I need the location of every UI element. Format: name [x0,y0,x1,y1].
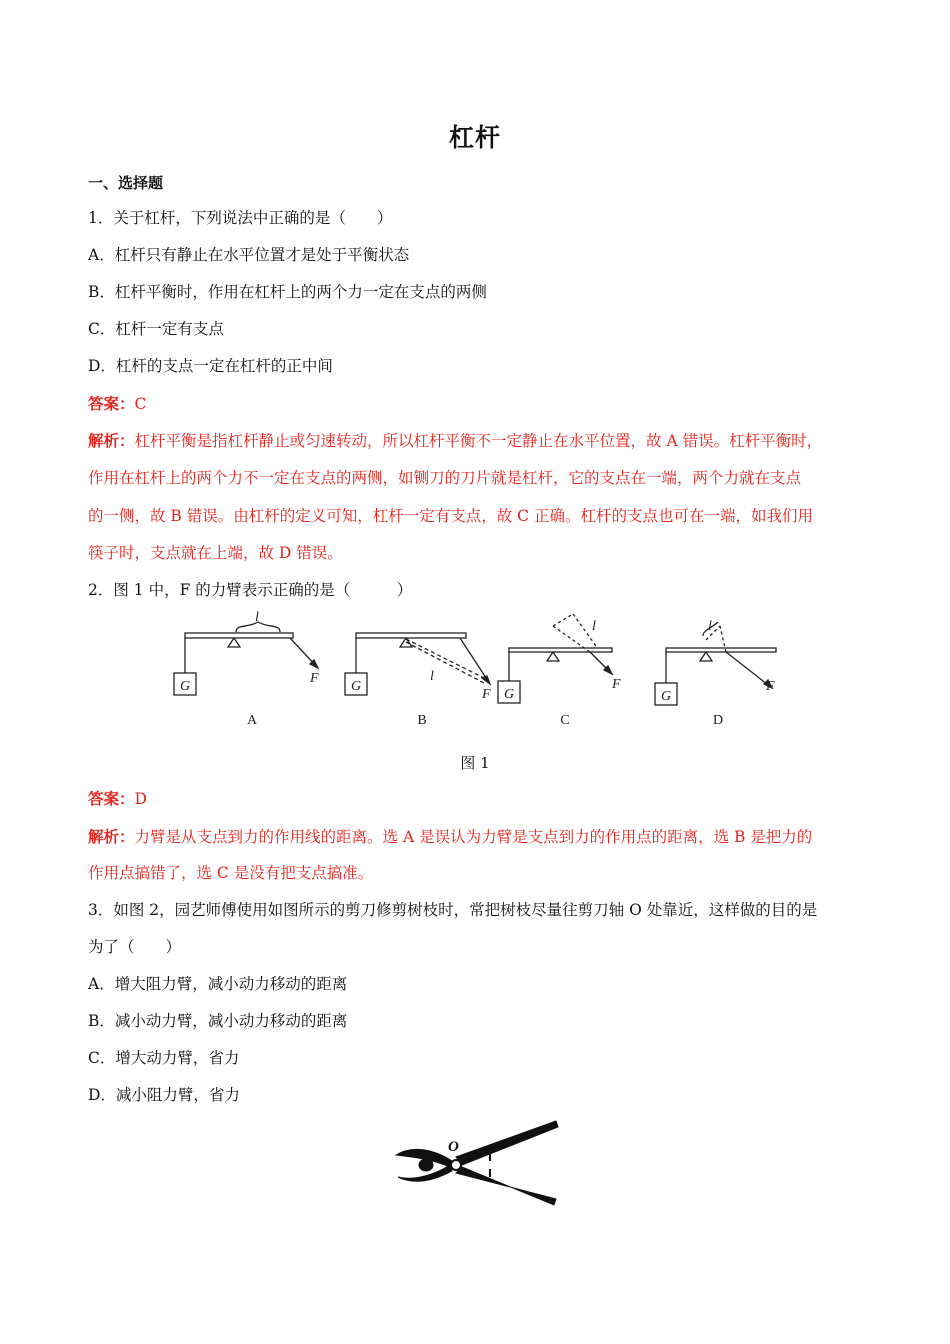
pivot-o-label: O [448,1139,459,1155]
q2-answer-value: D [134,790,147,808]
q3-stem-line-2: 为了（ ） [88,938,182,956]
panel-d-l-label: l [708,619,712,634]
panel-a-g-label: G [179,679,191,694]
upper-handle [456,1121,558,1165]
panel-a-f-label: F [310,671,319,686]
q3-option-d: D．减小阻力臂，省力 [88,1086,240,1104]
panel-c-l-label: l [592,619,596,634]
q1-analysis-text-1: 杠杆平衡是指杠杆静止或匀速转动，所以杠杆平衡不一定静止在水平位置，故 A 错误。杠杆平衡时， [134,432,823,450]
q1-option-a: A．杠杆只有静止在水平位置才是处于平衡状态 [88,246,410,264]
q1-answer-label: 答案： [88,394,135,413]
panel-b-f-label: F [482,687,491,702]
q2-answer [88,788,868,810]
q1-option-c: C．杠杆一定有支点 [88,320,224,338]
q3-option-a: A．增大阻力臂，减小动力移动的距离 [88,975,348,993]
panel-d-caption: D [712,713,724,728]
branch-cross-section [419,1159,433,1171]
q1-analysis-label: 解析： [88,431,135,450]
q1-analysis-line-3: 的一侧，故 B 错误。由杠杆的定义可知，杠杆一定有支点，故 C 正确。杠杆的支点也可在一端，如我们用 [88,507,813,525]
q1-stem: 1．关于杠杆，下列说法中正确的是（ ） [88,209,393,227]
panel-b-caption: B [417,713,427,728]
lower-handle [456,1167,556,1205]
q3-option-b: B．减小动力臂，减小动力移动的距离 [88,1012,348,1030]
q3-option-c: C．增大动力臂，省力 [88,1049,240,1067]
q2-answer-label: 答案： [88,789,135,808]
q1-analysis-line-1 [88,430,868,452]
panel-a [174,622,318,695]
panel-c-f-label: F [612,677,621,692]
panel-c-g-label: G [503,687,515,702]
figure-1-caption: 图 1 [460,754,490,772]
panel-b-g-label: G [350,679,362,694]
panel-c-caption: C [560,713,570,728]
panel-d-g-label: G [660,689,672,704]
q1-option-b: B．杠杆平衡时，作用在杠杆上的两个力一定在支点的两侧 [88,283,487,301]
q1-answer [88,393,868,415]
q2-analysis-line-1 [88,826,868,848]
q1-option-d: D．杠杆的支点一定在杠杆的正中间 [88,357,333,375]
panel-d-f-label: F [766,679,775,694]
q1-answer-value: C [134,395,147,413]
q2-analysis-text-1: 力臂是从支点到力的作用线的距离。选 A 是误认为力臂是支点到力的作用点的距离，选 B 是把力的 [134,828,813,846]
pivot-axis-o [451,1160,461,1170]
panel-b-l-label: l [430,669,434,684]
panel-d [655,622,776,705]
lever-figure-1 [160,606,800,736]
pruning-shears-figure [390,1115,565,1215]
q2-analysis-line-2: 作用点搞错了，选 C 是没有把支点搞准。 [88,864,374,882]
panel-a-caption: A [246,713,258,728]
page-title: 杠杆 [448,123,501,152]
panel-b [345,633,490,695]
q3-stem-line-1: 3．如图 2，园艺师傅使用如图所示的剪刀修剪树枝时，常把树枝尽量往剪刀轴 O 处靠近，这样做的目的是 [88,901,818,919]
q1-analysis-line-2: 作用在杠杆上的两个力不一定在支点的两侧，如铡刀的刀片就是杠杆，它的支点在一端，两个力就在支点 [88,469,802,487]
q2-stem: 2．图 1 中，F 的力臂表示正确的是（ ） [88,581,413,599]
q2-analysis-label: 解析： [88,827,135,846]
panel-a-l-label: l [255,610,259,625]
section-heading-choice: 一、选择题 [88,174,164,192]
q1-analysis-line-4: 筷子时，支点就在上端，故 D 错误。 [88,544,343,562]
